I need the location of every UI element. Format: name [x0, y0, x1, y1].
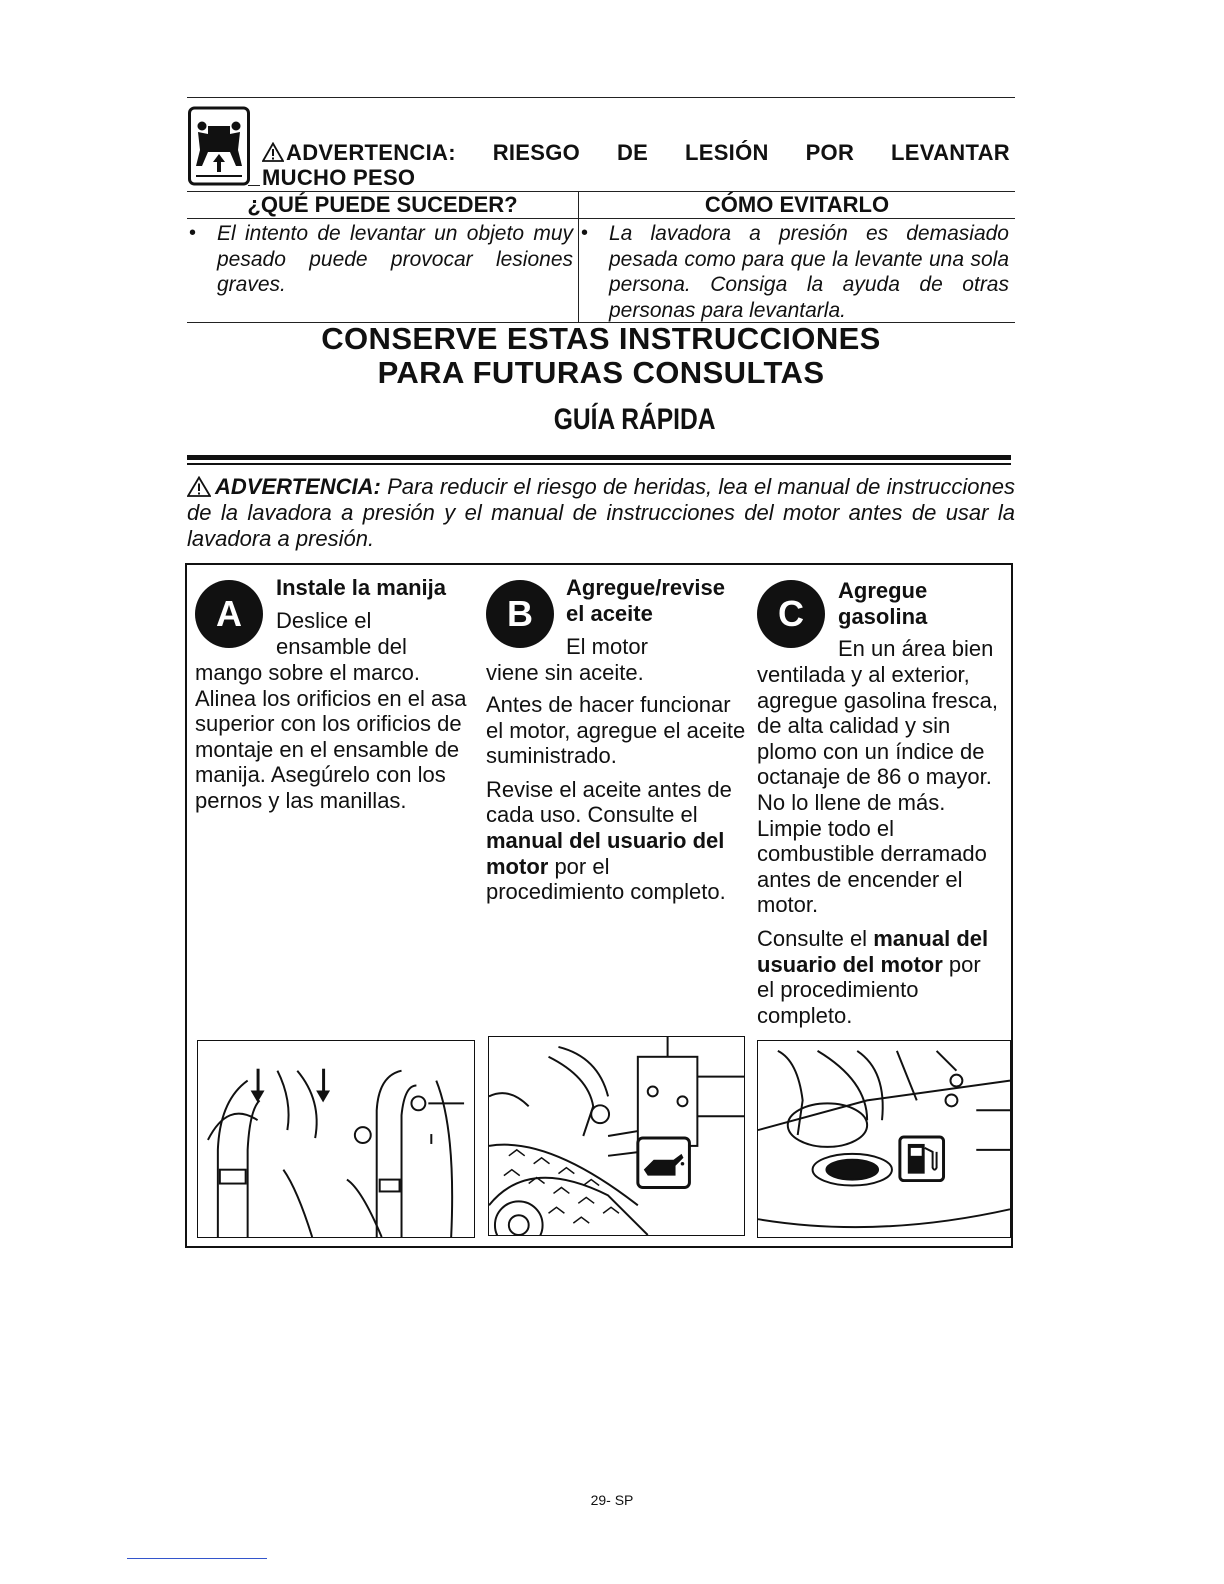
intro-text: Para reducir el riesgo de heridas, lea el manual de instrucciones de la lavadora a presión y el manual de instrucciones del motor antes de usar la lavadora a presión. — [187, 474, 1015, 551]
step-b-title-line-2: el aceite — [566, 601, 653, 626]
page-number: 29- SP — [590, 1492, 634, 1508]
top-rule — [187, 97, 1015, 98]
fuel-pump-icon — [900, 1137, 944, 1181]
oil-can-icon — [638, 1138, 690, 1188]
icon-underline — [248, 185, 260, 186]
engine-manual-ref: manual del usuario del motor — [757, 925, 989, 977]
step-a-badge: A — [195, 580, 263, 648]
bullet-how: • — [581, 222, 589, 244]
step-a-line-2: ensamble del — [276, 634, 407, 659]
step-b-title-line-1: Agregue/revise — [566, 575, 725, 600]
quick-guide-title: GUÍA RÁPIDA — [553, 403, 716, 436]
intro-warning — [187, 474, 1015, 552]
footer-rule — [127, 1558, 267, 1559]
heading-rule-thick — [187, 455, 1011, 460]
warning-title-line-2: MUCHO PESO — [262, 165, 416, 190]
column-header-what: ¿QUÉ PUEDE SUCEDER? — [247, 192, 518, 217]
step-b-para-3: Revise el aceite antes de cada uso. Consulte el manual del usuario del motor por el procedimiento completo. — [486, 776, 732, 905]
how-to-avoid-text: La lavadora a presión es demasiado pesada como para que la levante una sola persona. Consiga la ayuda de otras personas para levantarla. — [609, 222, 1009, 322]
warning-title — [262, 140, 1010, 190]
warning-title-word-5: POR — [805, 140, 855, 165]
warning-title-word-2: RIESGO — [492, 140, 581, 165]
warning-triangle-icon — [262, 142, 284, 162]
heading-rule-thin — [187, 463, 1011, 465]
warning-title-word-3: DE — [616, 140, 649, 165]
heavy-lift-icon — [188, 104, 250, 186]
warning-title-word-4: LESIÓN — [685, 140, 769, 165]
step-b-title — [566, 575, 756, 627]
step-b-para-2: Antes de hacer funcionar el motor, agregue el aceite suministrado. — [486, 692, 746, 769]
step-c-badge: C — [757, 580, 825, 648]
step-c-title-line-1: Agregue — [838, 578, 928, 603]
fuel-fill-illustration — [757, 1040, 1011, 1238]
handle-install-illustration — [197, 1040, 475, 1238]
step-c-line-1: En un área bien — [838, 636, 994, 661]
table-rule-head — [187, 218, 1015, 219]
step-c-para-1: ventilada y al exterior, agregue gasolina fresca, de alta calidad y sin plomo con un índice de octanaje de 86 o mayor. No lo llene de más. Limpie todo el combustible derramado antes de encender el motor. — [757, 662, 998, 918]
step-c-title — [838, 578, 927, 630]
warning-title-word-1: ADVERTENCIA: — [262, 140, 456, 165]
step-a-line-1: Deslice el — [276, 608, 372, 633]
save-heading-line-1: CONSERVE ESTAS INSTRUCCIONES — [321, 321, 881, 356]
step-b-line-2: viene sin aceite. — [486, 660, 644, 685]
save-instructions-heading — [187, 322, 1015, 390]
what-can-happen-text: El intento de levantar un objeto muy pesado puede provocar lesiones graves. — [217, 222, 573, 296]
intro-lead: ADVERTENCIA: — [215, 474, 381, 499]
save-heading-line-2: PARA FUTURAS CONSULTAS — [377, 355, 825, 390]
step-c-body — [757, 662, 1001, 1028]
warning-triangle-icon — [187, 476, 211, 497]
step-a-title: Instale la manija — [276, 575, 446, 600]
step-a-body: mango sobre el marco. Alinea los orificios en el asa superior con los orificios de montaje en el ensamble de manija. Asegúrelo con los pernos y las manillas. — [195, 660, 467, 813]
engine-manual-ref: manual del usuario del motor — [486, 827, 725, 879]
column-header-how: CÓMO EVITARLO — [704, 192, 890, 217]
step-b-badge: B — [486, 580, 554, 648]
step-b-line-1: El motor — [566, 634, 648, 659]
oil-fill-illustration — [488, 1036, 745, 1236]
bullet-what: • — [189, 222, 197, 244]
step-b-body — [486, 692, 748, 905]
step-c-title-line-2: gasolina — [838, 604, 928, 629]
step-c-para-2: Consulte el manual del usuario del motor por el procedimiento completo. — [757, 925, 989, 1028]
warning-title-word-6: LEVANTAR — [891, 140, 1010, 165]
